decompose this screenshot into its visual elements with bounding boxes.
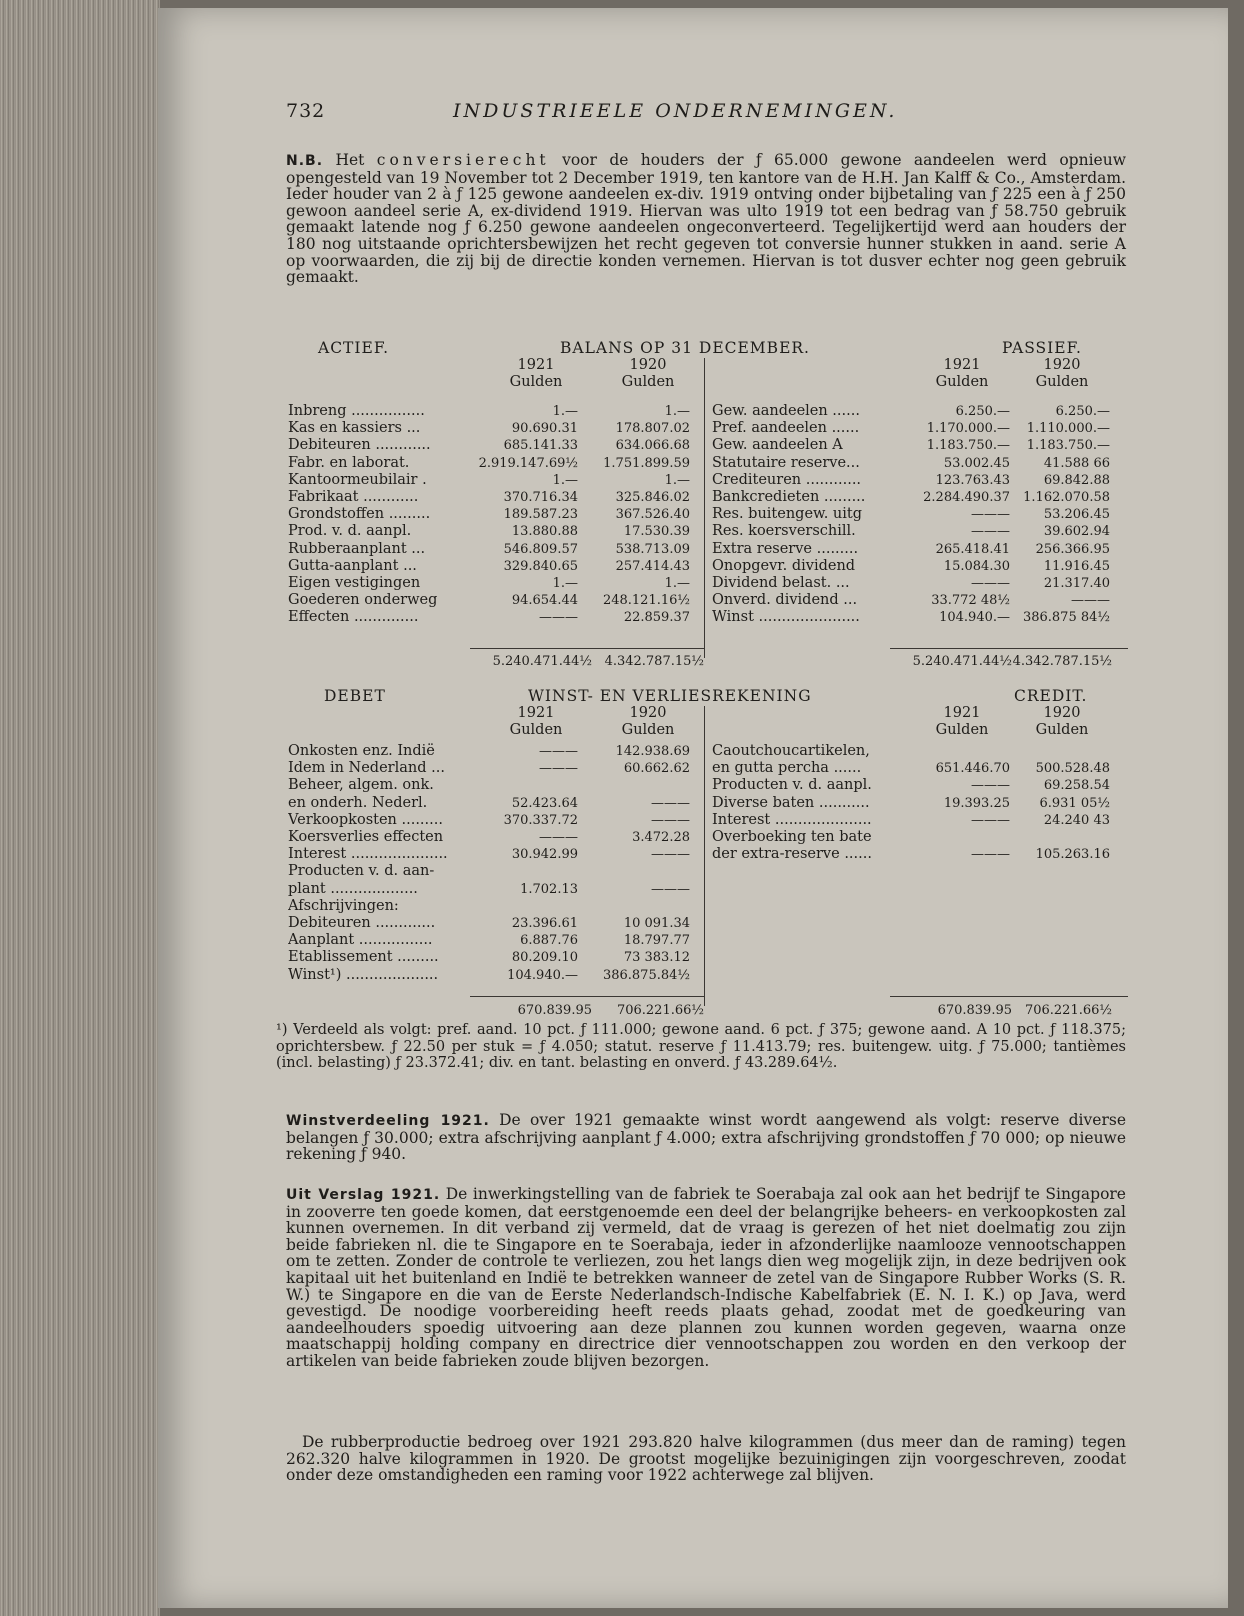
actief-row (288, 523, 690, 540)
credit-label: en gutta percha ...... (712, 760, 862, 777)
credit-value-1920: 6.931 05½ (1039, 795, 1110, 811)
passief-row (706, 437, 1110, 454)
credit-value-1920: 105.263.16 (1035, 847, 1110, 863)
credit-total-rule (890, 996, 1128, 997)
actief-value-1920: 257.414.43 (615, 558, 690, 574)
passief-value-1921: 123.763.43 (935, 472, 1010, 488)
actief-label: Grondstoffen ......... (288, 506, 431, 523)
debet-total-1921: 670.839.95 (517, 1003, 592, 1018)
actief-value-1920: 1.— (664, 404, 690, 419)
passief-label: Dividend belast. ... (712, 575, 850, 592)
actief-table (288, 403, 690, 627)
credit-label: der extra-reserve ...... (712, 846, 872, 863)
debet-value-1920 (578, 898, 690, 915)
actief-label: Eigen vestigingen (288, 575, 421, 592)
credit-value-1921: ——— (971, 812, 1010, 828)
debet-row (288, 829, 690, 846)
debet-value-1921: 370.337.72 (503, 812, 578, 828)
actief-row (288, 420, 690, 437)
actief-label: Inbreng ................ (288, 403, 425, 419)
credit-value-1921 (910, 743, 1010, 760)
credit-table (706, 743, 1110, 863)
debet-row (288, 881, 690, 898)
debet-row (288, 898, 690, 915)
actief-value-1921: 1.— (552, 472, 578, 488)
credit-value-1921: ——— (971, 778, 1010, 794)
debet-value-1921: ——— (539, 761, 578, 777)
passief-value-1921: 2.284.490.37 (923, 490, 1010, 506)
actief-total-rule (470, 648, 704, 649)
passief-value-1920: 386.875 84½ (1022, 610, 1110, 626)
passief-label: Res. buitengew. uitg (712, 506, 863, 523)
actief-label: Debiteuren ............ (288, 437, 431, 454)
actief-value-1921: 13.880.88 (511, 524, 578, 540)
passief-row (706, 455, 1110, 472)
passief-total-1920: 4.342.787.15½ (1012, 654, 1112, 669)
verslag-text-1: De inwerkingstelling van de fabriek te Soerabaja zal ook aan het bedrijf te Singapore in zooverre ten goede komen, dat eerstgenoemde een deel der belangrijke beheers- en verkoopkosten zal kunnen overnemen. In dit verband zij vermeld, dat de vraag is gerezen of het niet doelmatig zou zijn beide fabrieken nl. die te Singapore en te Soerabaja, ieder in afzonderlijke naamlooze vennootschappen om te zetten. Zonder de controle te verliezen, zou het langs dien weg mogelijk zijn, in deze bedrijven ook kapitaal uit het buitenland en Indië te betrekken wanneer de zetel van de Singapore Rubber Works (S. R. W.) te Singapore en die van de Eerste Nederlandsch-Indische Kabelfabriek (E. N. I. K.) op Java, werd gevestigd. De noodige voorbereiding heeft reeds plaats gehad, zoodat met de goedkeuring van aandeelhouders spoedig uitvoering aan deze plannen zou kunnen worden gegeven, waarna onze maatschappij holding company en directrice dier vennootschappen zou worden en den verkoop der artikelen van beide fabrieken zoude blijven bezorgen. (286, 1185, 1126, 1370)
actief-value-1921: 546.809.57 (503, 541, 578, 557)
actief-row (288, 472, 690, 489)
debet-label: Etablissement ......... (288, 949, 439, 966)
debet-total-1920: 706.221.66½ (616, 1003, 704, 1018)
actief-row (288, 592, 690, 609)
credit-label: Overboeking ten bate (712, 829, 872, 846)
debet-value-1920: ——— (651, 881, 690, 897)
actief-label: Prod. v. d. aanpl. (288, 523, 412, 540)
actief-value-1921: 1.— (552, 576, 578, 592)
actief-row (288, 541, 690, 558)
passief-value-1921: 1.183.750.— (926, 438, 1010, 454)
debet-value-1920: ——— (651, 795, 690, 811)
debet-value-1921: 52.423.64 (511, 795, 578, 811)
debet-value-1920: ——— (651, 847, 690, 863)
passief-row (706, 592, 1110, 609)
debet-value-1921: 80.209.10 (511, 950, 578, 966)
passief-value-1920: 39.602.94 (1043, 524, 1110, 540)
credit-total-1920: 706.221.66½ (1024, 1003, 1112, 1018)
winst-title: WINST- EN VERLIESREKENING (528, 687, 812, 705)
debet-row (288, 743, 690, 760)
winstverdeeling-text: De over 1921 gemaakte winst wordt aangewend als volgt: reserve diverse belangen ƒ 30.000; extra afschrijving aanplant ƒ 4.000; extra afschrijving grondstoffen ƒ 70 000; op nieuwe rekening ƒ 940. (286, 1111, 1126, 1164)
debet-value-1920: 3.472.28 (632, 830, 690, 846)
actief-label: Kas en kassiers ... (288, 420, 421, 437)
debet-value-1921: 6.887.76 (520, 933, 578, 949)
actief-col-1920: 1920 Gulden (621, 357, 675, 390)
passief-row (706, 420, 1110, 437)
credit-row (706, 777, 1110, 794)
debet-value-1920: ——— (651, 812, 690, 828)
debet-row (288, 949, 690, 966)
credit-value-1920: 24.240 43 (1043, 812, 1110, 828)
passief-total-rule (890, 648, 1128, 649)
debet-value-1920: 10 091.34 (623, 916, 690, 932)
passief-value-1920: 1.110.000.— (1026, 421, 1110, 437)
passief-value-1920: 11.916.45 (1043, 558, 1110, 574)
actief-value-1921: 685.141.33 (503, 438, 578, 454)
credit-title: CREDIT. (1014, 687, 1088, 705)
passief-label: Res. koersverschill. (712, 523, 856, 540)
actief-total-1920: 4.342.787.15½ (604, 654, 704, 669)
passief-label: Extra reserve ......... (712, 540, 859, 557)
passief-row (706, 523, 1110, 540)
passief-value-1920: 41.588 66 (1043, 455, 1110, 471)
debet-label: Verkoopkosten ......... (288, 811, 443, 828)
footnote: ¹) Verdeeld als volgt: pref. aand. 10 pct. ƒ 111.000; gewone aand. 6 pct. ƒ 375; gewone aand. A 10 pct. ƒ 118.375; oprichtersbew. ƒ 22.50 per stuk = ƒ 4.050; statut. reserve ƒ 11.413.79; res. buitengew. uitg. ƒ 75.000; tantièmes (incl. belasting) ƒ 23.372.41; div. en tant. belasting en onverd. ƒ 43.289.64½. (276, 1022, 1126, 1071)
passief-value-1921: ——— (971, 524, 1010, 540)
credit-value-1920: 69.258.54 (1043, 778, 1110, 794)
passief-value-1920: 53.206.45 (1043, 507, 1110, 523)
passief-table (706, 403, 1110, 627)
debet-value-1921 (466, 898, 578, 915)
passief-value-1920: 21.317.40 (1043, 576, 1110, 592)
debet-label: Debiteuren ............. (288, 915, 436, 932)
debet-row (288, 846, 690, 863)
passief-label: Gew. aandeelen ...... (712, 403, 860, 419)
nb-paragraph (286, 152, 1126, 286)
credit-row (706, 829, 1110, 846)
passief-label: Onopgevr. dividend (712, 557, 856, 574)
passief-label: Winst ...................... (712, 609, 860, 626)
actief-value-1920: 538.713.09 (615, 541, 690, 557)
debet-value-1921: 1.702.13 (520, 881, 578, 897)
actief-row (288, 437, 690, 454)
actief-value-1920: 178.807.02 (615, 421, 690, 437)
debet-row (288, 777, 690, 794)
actief-value-1921: 90.690.31 (511, 421, 578, 437)
actief-row (288, 575, 690, 592)
debet-label: Aanplant ................ (288, 932, 433, 949)
actief-value-1921: 1.— (552, 404, 578, 419)
passief-col-1921: 1921 Gulden (935, 357, 989, 390)
passief-row (706, 558, 1110, 575)
debet-total-rule (470, 996, 704, 997)
winst-divider (704, 706, 705, 1006)
actief-value-1921: ——— (539, 610, 578, 626)
passief-row (706, 609, 1110, 626)
passief-value-1920: 69.842.88 (1043, 472, 1110, 488)
passief-label: Statutaire reserve... (712, 454, 860, 471)
nb-lead: N.B. (286, 153, 324, 169)
credit-col-1921: 1921 Gulden (935, 705, 989, 738)
passief-label: Gew. aandeelen A (712, 437, 843, 454)
passief-col-1920: 1920 Gulden (1035, 357, 1089, 390)
passief-value-1920: 1.162.070.58 (1023, 490, 1110, 506)
nb-text: voor de houders der ƒ 65.000 gewone aandeelen werd opnieuw opengesteld van 19 November tot 2 December 1919, ten kantore van de H.H. Jan Kalff & Co., Amsterdam. Ieder houder van 2 à ƒ 125 gewone aandeelen ex-div. 1919 ontving onder bijbetaling van ƒ 225 een à ƒ 250 gewoon aandeel serie A, ex-dividend 1919. Hiervan was ulto 1919 tot een bedrag van ƒ 58.750 gebruik gemaakt latende nog ƒ 6.250 gewone aandeelen ongeconverteerd. Tegelijkertijd werd aan houders der 180 nog uitstaande oprichtersbewijzen het recht gegeven tot conversie hunner stukken in aand. serie A op voorwaarden, die zij bij de directie konden vernemen. Hiervan is tot dusver echter nog geen gebruik gemaakt. (286, 151, 1126, 287)
debet-value-1921: ——— (539, 744, 578, 759)
actief-row (288, 455, 690, 472)
passief-total-1921: 5.240.471.44½ (912, 654, 1012, 669)
debet-value-1920: 73 383.12 (623, 950, 690, 966)
debet-value-1920: 386.875.84½ (602, 967, 690, 983)
passief-value-1920: 6.250.— (1055, 404, 1110, 419)
passief-label: Onverd. dividend ... (712, 592, 858, 609)
passief-value-1921: 6.250.— (955, 404, 1010, 419)
actief-value-1920: 634.066.68 (615, 438, 690, 454)
debet-label: Idem in Nederland ... (288, 760, 445, 777)
credit-label: Diverse baten ........... (712, 794, 870, 811)
passief-value-1920: ——— (1071, 593, 1110, 609)
debet-row (288, 760, 690, 777)
actief-label: Fabrikaat ............ (288, 489, 419, 506)
debet-row (288, 795, 690, 812)
passief-value-1921: 15.084.30 (943, 558, 1010, 574)
balans-divider (704, 358, 705, 658)
credit-row (706, 795, 1110, 812)
credit-value-1920: 500.528.48 (1035, 761, 1110, 777)
credit-label: Producten v. d. aanpl. (712, 777, 872, 794)
debet-row (288, 812, 690, 829)
actief-label: Effecten .............. (288, 609, 419, 626)
credit-total-1921: 670.839.95 (937, 1003, 1012, 1018)
actief-value-1920: 248.121.16½ (602, 593, 690, 609)
winstverdeeling-paragraph (286, 1112, 1126, 1163)
actief-value-1920: 22.859.37 (623, 610, 690, 626)
passief-label: Pref. aandeelen ...... (712, 420, 860, 437)
passief-value-1921: 33.772 48½ (931, 593, 1010, 609)
passief-label: Crediteuren ............ (712, 471, 862, 488)
debet-value-1921: 23.396.61 (511, 916, 578, 932)
actief-value-1920: 325.846.02 (615, 490, 690, 506)
debet-row (288, 863, 690, 880)
passief-label: Bankcredieten ......... (712, 489, 866, 506)
credit-row (706, 812, 1110, 829)
credit-value-1921: 651.446.70 (935, 761, 1010, 777)
actief-value-1921: 189.587.23 (503, 507, 578, 523)
nb-text-before: Het (335, 151, 365, 169)
actief-value-1921: 94.654.44 (511, 593, 578, 609)
passief-value-1921: 104.940.— (939, 610, 1010, 626)
debet-value-1920 (578, 863, 690, 880)
credit-value-1920 (1010, 743, 1110, 760)
credit-row (706, 743, 1110, 760)
debet-value-1921 (466, 863, 578, 880)
passief-value-1921: ——— (971, 576, 1010, 592)
debet-value-1920: 60.662.62 (623, 761, 690, 777)
debet-label: Afschrijvingen: (288, 897, 399, 914)
passief-value-1920: 1.183.750.— (1026, 438, 1110, 454)
debet-label: Interest ..................... (288, 846, 448, 863)
actief-row (288, 609, 690, 626)
actief-title: ACTIEF. (318, 339, 390, 357)
page-edges (0, 0, 160, 1616)
actief-label: Goederen onderweg (288, 592, 438, 609)
passief-value-1921: 1.170.000.— (926, 421, 1010, 437)
passief-value-1920: 256.366.95 (1035, 541, 1110, 557)
debet-title: DEBET (324, 687, 386, 705)
page-header (286, 100, 897, 122)
debet-value-1920: 18.797.77 (623, 933, 690, 949)
actief-row (288, 489, 690, 506)
debet-value-1920: 142.938.69 (615, 744, 690, 759)
passief-row (706, 489, 1110, 506)
credit-row (706, 760, 1110, 777)
actief-label: Fabr. en laborat. (288, 454, 410, 471)
debet-value-1921: 104.940.— (507, 967, 578, 983)
debet-label: Producten v. d. aan- (288, 863, 435, 880)
credit-label: Caoutchoucartikelen, (712, 743, 870, 759)
nb-spaced-word: conversierecht (376, 151, 550, 169)
debet-col-1921: 1921 Gulden (509, 705, 563, 738)
actief-value-1921: 370.716.34 (503, 490, 578, 506)
debet-label: Onkosten enz. Indië (288, 743, 435, 759)
actief-value-1920: 17.530.39 (623, 524, 690, 540)
passief-value-1921: 265.418.41 (935, 541, 1010, 557)
page-number: 732 (286, 100, 326, 122)
actief-row (288, 558, 690, 575)
debet-value-1921: ——— (539, 830, 578, 846)
credit-value-1920 (1010, 829, 1110, 846)
actief-label: Rubberaanplant ... (288, 540, 426, 557)
debet-label: Koersverlies effecten (288, 829, 444, 846)
passief-row (706, 472, 1110, 489)
actief-row (288, 506, 690, 523)
passief-title: PASSIEF. (1002, 339, 1082, 357)
actief-col-1921: 1921 Gulden (509, 357, 563, 390)
actief-total-1921: 5.240.471.44½ (492, 654, 592, 669)
actief-label: Kantoormeubilair . (288, 471, 427, 488)
credit-row (706, 846, 1110, 863)
debet-value-1921 (466, 777, 578, 794)
debet-row (288, 967, 690, 984)
winstverdeeling-lead: Winstverdeeling 1921. (286, 1113, 490, 1129)
verslag-paragraph (286, 1186, 1126, 1370)
debet-row (288, 932, 690, 949)
debet-value-1920 (578, 777, 690, 794)
passief-row (706, 403, 1110, 420)
credit-value-1921: 19.393.25 (943, 795, 1010, 811)
actief-value-1921: 2.919.147.69½ (478, 455, 578, 471)
debet-table (288, 743, 690, 984)
debet-col-1920: 1920 Gulden (621, 705, 675, 738)
credit-col-1920: 1920 Gulden (1035, 705, 1089, 738)
passief-value-1921: ——— (971, 507, 1010, 523)
debet-label: Winst¹) .................... (288, 966, 439, 983)
balans-title: BALANS OP 31 DECEMBER. (560, 339, 810, 357)
actief-value-1920: 367.526.40 (615, 507, 690, 523)
debet-row (288, 915, 690, 932)
credit-label: Interest ..................... (712, 811, 872, 828)
passief-value-1921: 53.002.45 (943, 455, 1010, 471)
credit-value-1921: ——— (971, 847, 1010, 863)
actief-value-1921: 329.840.65 (503, 558, 578, 574)
debet-value-1921: 30.942.99 (511, 847, 578, 863)
running-title: INDUSTRIEELE ONDERNEMINGEN. (453, 100, 898, 122)
passief-row (706, 541, 1110, 558)
verslag-paragraph-2: De rubberproductie bedroeg over 1921 293.820 halve kilogrammen (dus meer dan de raming) tegen 262.320 halve kilogrammen in 1920. De grootst mogelijke bezuinigingen zijn voorgeschreven, zoodat onder deze omstandigheden een raming voor 1922 achterwege zal blijven. (286, 1433, 1126, 1485)
passief-row (706, 575, 1110, 592)
passief-row (706, 506, 1110, 523)
actief-value-1920: 1.— (664, 576, 690, 592)
actief-value-1920: 1.751.899.59 (603, 455, 690, 471)
debet-label: plant ................... (288, 880, 418, 897)
verslag-lead: Uit Verslag 1921. (286, 1187, 441, 1203)
debet-label: Beheer, algem. onk. (288, 777, 434, 794)
actief-label: Gutta-aanplant ... (288, 557, 417, 574)
actief-value-1920: 1.— (664, 472, 690, 488)
credit-value-1921 (910, 829, 1010, 846)
actief-row (288, 403, 690, 420)
debet-label: en onderh. Nederl. (288, 794, 428, 811)
